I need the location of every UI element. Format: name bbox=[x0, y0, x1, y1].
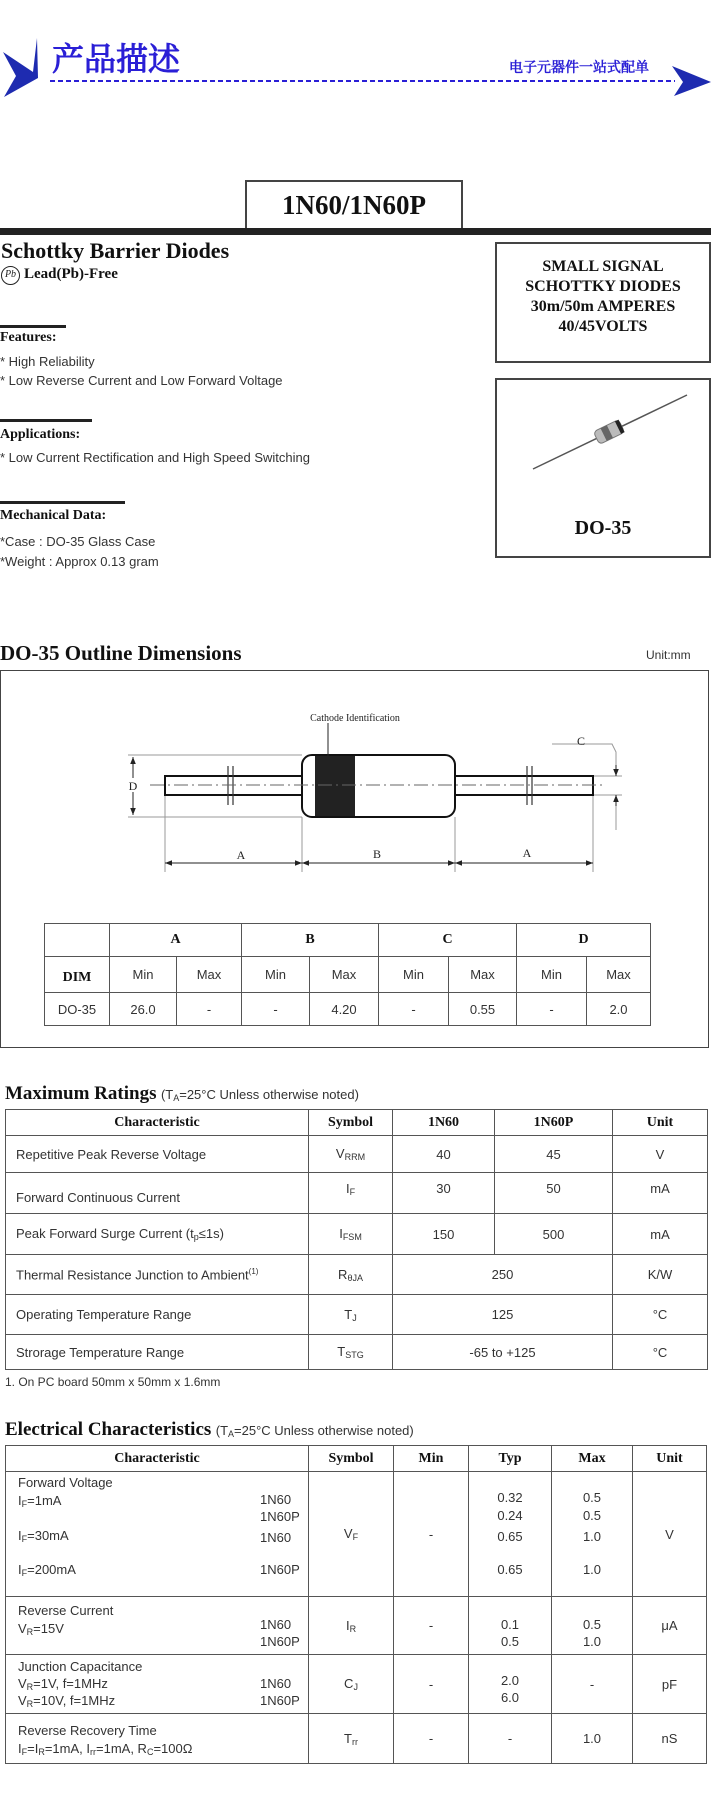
text-segment: I bbox=[345, 1617, 350, 1633]
dim-label-d: D bbox=[128, 779, 138, 793]
title-rule bbox=[0, 228, 711, 235]
summary-line: SMALL SIGNAL bbox=[542, 258, 664, 275]
max-header: Max bbox=[587, 957, 651, 993]
product-title: Schottky Barrier Diodes bbox=[1, 238, 230, 263]
min-header: Min bbox=[379, 957, 449, 993]
characteristic bbox=[6, 1255, 309, 1295]
characteristic-name: Reverse Current bbox=[18, 1603, 114, 1618]
unit: K/W bbox=[613, 1255, 708, 1295]
test-condition bbox=[18, 1562, 76, 1578]
mechanical-item: *Weight : Approx 0.13 gram bbox=[0, 554, 159, 569]
symbol bbox=[309, 1335, 393, 1370]
applications-heading: Applications: bbox=[0, 427, 81, 442]
dim-value: 2.0 bbox=[587, 993, 651, 1026]
max-ratings-title: Maximum Ratings bbox=[5, 1083, 157, 1104]
min-value: - bbox=[394, 1714, 469, 1764]
typ-value: 0.1 bbox=[500, 1617, 520, 1632]
subscript-text: J bbox=[353, 1682, 358, 1692]
unit: pF bbox=[633, 1655, 707, 1714]
text-segment: =I bbox=[27, 1741, 39, 1756]
unit: °C bbox=[613, 1335, 708, 1370]
summary-line: 40/45VOLTS bbox=[558, 318, 648, 335]
typ-values bbox=[469, 1655, 552, 1714]
subscript-text: STG bbox=[345, 1350, 364, 1360]
min-value: - bbox=[394, 1655, 469, 1714]
package-label: DO-35 bbox=[574, 517, 632, 539]
characteristic-name: Reverse Recovery Time bbox=[18, 1723, 157, 1738]
symbol bbox=[309, 1136, 393, 1173]
text-segment: V bbox=[18, 1676, 27, 1691]
dim-value: - bbox=[242, 993, 310, 1026]
diode-photo-icon bbox=[497, 380, 709, 500]
text-segment: =1mA, I bbox=[44, 1741, 91, 1756]
subscript-text: rr bbox=[351, 1736, 358, 1747]
max-values bbox=[552, 1472, 633, 1597]
subscript-text: F bbox=[352, 1532, 359, 1542]
column-header: Characteristic bbox=[6, 1110, 309, 1136]
unit: μA bbox=[633, 1597, 707, 1655]
subscript-text: F bbox=[349, 1187, 356, 1197]
column-header: Characteristic bbox=[6, 1446, 309, 1472]
summary-line: 30m/50m AMPERES bbox=[530, 298, 676, 315]
symbol bbox=[309, 1295, 393, 1335]
part-label: 1N60P bbox=[260, 1509, 300, 1524]
dim-value: 0.55 bbox=[449, 993, 517, 1026]
subscript-text: FSM bbox=[342, 1232, 362, 1242]
characteristic bbox=[6, 1714, 309, 1764]
subscript-text: R bbox=[26, 1627, 34, 1637]
subscript-text: R bbox=[349, 1623, 357, 1634]
table-row bbox=[6, 1335, 708, 1370]
table-row bbox=[6, 1295, 708, 1335]
text-segment: Thermal Resistance Junction to Ambient bbox=[16, 1267, 249, 1283]
subscript-text: J bbox=[352, 1312, 357, 1323]
max-value: 0.5 bbox=[582, 1508, 602, 1523]
dim-group-header: A bbox=[110, 924, 242, 957]
value-1n60p: 50 bbox=[495, 1173, 613, 1214]
typ-value: 0.32 bbox=[497, 1490, 523, 1505]
table-row bbox=[6, 1655, 707, 1714]
diode-outline-drawing bbox=[150, 755, 605, 817]
dim-label-c: C bbox=[576, 734, 586, 748]
symbol bbox=[309, 1714, 394, 1764]
column-header: Max bbox=[552, 1446, 633, 1472]
typ-values bbox=[469, 1472, 552, 1597]
lead-free-icon: Pb bbox=[1, 266, 20, 285]
dim-value: - bbox=[379, 993, 449, 1026]
max-value: 0.5 bbox=[582, 1490, 602, 1505]
value-both: 125 bbox=[393, 1295, 613, 1335]
max-value: - bbox=[552, 1655, 633, 1714]
dim-label: DIM bbox=[45, 957, 110, 993]
typ-value: 0.65 bbox=[497, 1529, 523, 1544]
dim-group-header: C bbox=[379, 924, 517, 957]
test-condition bbox=[18, 1493, 61, 1509]
table-row bbox=[6, 1597, 707, 1655]
part-label: 1N60P bbox=[260, 1562, 300, 1577]
header-title: 产品描述 bbox=[52, 41, 181, 77]
subscript-text: p bbox=[193, 1232, 199, 1242]
package-name: DO-35 bbox=[45, 993, 110, 1026]
test-condition bbox=[18, 1528, 69, 1544]
unit: mA bbox=[613, 1173, 708, 1214]
subscript-text: A bbox=[173, 1093, 180, 1103]
dimension-table bbox=[44, 923, 651, 1026]
text-segment: =1mA, R bbox=[96, 1741, 147, 1756]
value-1n60: 30 bbox=[393, 1173, 495, 1214]
subscript-text: F bbox=[21, 1568, 28, 1578]
subscript-text: θJA bbox=[347, 1272, 363, 1283]
text-segment: Strorage Temperature Range bbox=[16, 1344, 185, 1360]
max-ratings-condition bbox=[161, 1087, 359, 1102]
value-1n60: 40 bbox=[393, 1136, 495, 1173]
unit: V bbox=[613, 1136, 708, 1173]
test-condition bbox=[18, 1741, 192, 1757]
cathode-label: Cathode Identification bbox=[310, 713, 400, 724]
column-header: Unit bbox=[613, 1110, 708, 1136]
typ-value: - bbox=[469, 1714, 552, 1764]
text-segment: =100Ω bbox=[153, 1741, 193, 1756]
text-segment: T bbox=[337, 1344, 346, 1359]
text-segment: (T bbox=[160, 1087, 174, 1102]
text-segment: T bbox=[344, 1730, 352, 1746]
section-rule bbox=[0, 325, 66, 328]
min-header: Min bbox=[517, 957, 587, 993]
typ-value: 6.0 bbox=[500, 1690, 520, 1705]
mechanical-item: *Case : DO-35 Glass Case bbox=[0, 534, 156, 549]
value-both: -65 to +125 bbox=[393, 1335, 613, 1370]
characteristic bbox=[6, 1472, 309, 1597]
characteristic-name: Junction Capacitance bbox=[18, 1659, 143, 1674]
summary-line: SCHOTTKY DIODES bbox=[525, 278, 681, 295]
text-segment: =30mA bbox=[27, 1528, 69, 1543]
superscript-text: (1) bbox=[248, 1266, 259, 1276]
text-segment: (T bbox=[215, 1423, 229, 1438]
dim-label-b: B bbox=[372, 847, 382, 861]
max-value: 1.0 bbox=[582, 1529, 602, 1544]
text-segment: Forward Continuous Current bbox=[16, 1189, 181, 1205]
column-header: 1N60P bbox=[495, 1110, 613, 1136]
right-arrow-icon bbox=[672, 66, 711, 96]
dim-value: - bbox=[517, 993, 587, 1026]
text-segment: I bbox=[339, 1226, 343, 1241]
part-number: 1N60/1N60P bbox=[282, 190, 426, 220]
text-segment: I bbox=[18, 1741, 22, 1756]
value-1n60: 150 bbox=[393, 1214, 495, 1255]
text-segment: Operating Temperature Range bbox=[16, 1307, 192, 1322]
text-segment: V bbox=[343, 1526, 353, 1541]
column-header: Typ bbox=[469, 1446, 552, 1472]
column-header: Min bbox=[394, 1446, 469, 1472]
subscript-text: R bbox=[38, 1747, 45, 1757]
subscript-text: R bbox=[26, 1682, 34, 1692]
max-header: Max bbox=[310, 957, 379, 993]
text-segment: =25°C Unless otherwise noted) bbox=[179, 1087, 359, 1102]
max-header: Max bbox=[177, 957, 242, 993]
cathode-band bbox=[315, 756, 355, 816]
dim-value: 26.0 bbox=[110, 993, 177, 1026]
characteristic bbox=[6, 1173, 309, 1214]
symbol bbox=[309, 1472, 394, 1597]
value-1n60p: 500 bbox=[495, 1214, 613, 1255]
text-segment: C bbox=[344, 1676, 354, 1691]
characteristic-name: Forward Voltage bbox=[18, 1475, 113, 1490]
table-row bbox=[6, 1472, 707, 1597]
text-segment: =1V, f=1MHz bbox=[33, 1676, 108, 1691]
table-row bbox=[6, 1136, 708, 1173]
min-value: - bbox=[394, 1472, 469, 1597]
text-segment: R bbox=[338, 1266, 348, 1282]
max-value: 1.0 bbox=[552, 1714, 633, 1764]
max-ratings-heading bbox=[5, 1083, 359, 1105]
dim-group-header: D bbox=[517, 924, 651, 957]
text-segment: =10V, f=1MHz bbox=[33, 1693, 116, 1708]
part-number-box bbox=[245, 180, 463, 230]
text-segment: T bbox=[344, 1306, 353, 1322]
dim-value: - bbox=[177, 993, 242, 1026]
part-label: 1N60P bbox=[260, 1634, 300, 1649]
feature-item: * High Reliability bbox=[0, 354, 95, 369]
features-heading: Features: bbox=[0, 330, 57, 345]
dim-group-header: B bbox=[242, 924, 379, 957]
feature-item: * Low Reverse Current and Low Forward Voltage bbox=[0, 373, 283, 388]
test-condition bbox=[18, 1621, 64, 1637]
table-row bbox=[6, 1714, 707, 1764]
subscript-text: F bbox=[21, 1534, 28, 1544]
dim-label-a: A bbox=[522, 846, 532, 860]
outline-title: DO-35 Outline Dimensions bbox=[0, 641, 242, 665]
section-rule bbox=[0, 419, 92, 422]
part-label: 1N60 bbox=[260, 1617, 292, 1632]
unit: mA bbox=[613, 1214, 708, 1255]
outline-unit: Unit:mm bbox=[646, 648, 691, 662]
typ-values bbox=[469, 1597, 552, 1655]
package-box bbox=[495, 378, 711, 558]
electrical-heading bbox=[5, 1419, 414, 1441]
typ-value: 0.65 bbox=[497, 1562, 523, 1577]
left-arrow-icon bbox=[3, 38, 38, 97]
subscript-text: rr bbox=[90, 1747, 97, 1757]
section-rule bbox=[0, 501, 125, 504]
table-row bbox=[6, 1255, 708, 1295]
part-label: 1N60 bbox=[260, 1492, 292, 1507]
subscript-text: F bbox=[21, 1747, 28, 1757]
text-segment: I bbox=[18, 1528, 22, 1543]
text-segment: =25°C Unless otherwise noted) bbox=[234, 1423, 414, 1438]
subscript-text: C bbox=[146, 1747, 154, 1757]
part-label: 1N60P bbox=[260, 1693, 300, 1708]
max-value: 0.5 bbox=[582, 1617, 602, 1632]
electrical-condition bbox=[216, 1423, 414, 1438]
electrical-title: Electrical Characteristics bbox=[5, 1419, 212, 1440]
characteristic bbox=[6, 1597, 309, 1655]
subscript-text: R bbox=[26, 1699, 34, 1709]
min-value: - bbox=[394, 1597, 469, 1655]
column-header: Unit bbox=[633, 1446, 707, 1472]
characteristic bbox=[6, 1335, 309, 1370]
text-segment: I bbox=[18, 1493, 22, 1508]
symbol bbox=[309, 1173, 393, 1214]
text-segment: V bbox=[18, 1621, 27, 1636]
dim-corner bbox=[45, 924, 110, 957]
value-1n60p: 45 bbox=[495, 1136, 613, 1173]
text-segment: I bbox=[345, 1181, 350, 1196]
subscript-text: A bbox=[228, 1429, 235, 1439]
characteristic bbox=[6, 1136, 309, 1173]
typ-value: 2.0 bbox=[500, 1673, 520, 1688]
max-value: 1.0 bbox=[582, 1562, 602, 1577]
dim-label-a: A bbox=[236, 848, 246, 862]
column-header: Symbol bbox=[309, 1446, 394, 1472]
text-segment: ≤1s) bbox=[198, 1226, 224, 1241]
text-segment: Repetitive Peak Reverse Voltage bbox=[16, 1146, 207, 1162]
characteristic bbox=[6, 1214, 309, 1255]
footnote: 1. On PC board 50mm x 50mm x 1.6mm bbox=[5, 1375, 221, 1389]
subscript-text: F bbox=[21, 1499, 28, 1509]
text-segment: V bbox=[18, 1693, 27, 1708]
text-segment: V bbox=[335, 1146, 345, 1161]
text-segment: =1mA bbox=[27, 1493, 62, 1508]
unit: °C bbox=[613, 1295, 708, 1335]
mechanical-heading: Mechanical Data: bbox=[0, 508, 107, 523]
column-header: 1N60 bbox=[393, 1110, 495, 1136]
text-segment: =200mA bbox=[27, 1562, 76, 1577]
symbol bbox=[309, 1655, 394, 1714]
characteristic bbox=[6, 1655, 309, 1714]
symbol bbox=[309, 1255, 393, 1295]
part-label: 1N60 bbox=[260, 1530, 292, 1545]
text-segment: I bbox=[18, 1562, 22, 1577]
column-header: Symbol bbox=[309, 1110, 393, 1136]
unit: nS bbox=[633, 1714, 707, 1764]
application-item: * Low Current Rectification and High Speed Switching bbox=[0, 450, 311, 465]
table-row bbox=[45, 993, 651, 1026]
text-segment: =15V bbox=[33, 1621, 64, 1636]
symbol bbox=[309, 1214, 393, 1255]
max-value: 1.0 bbox=[582, 1634, 602, 1649]
subscript-text: RRM bbox=[344, 1152, 366, 1162]
typ-value: 0.5 bbox=[500, 1634, 520, 1649]
max-values bbox=[552, 1597, 633, 1655]
text-segment: Peak Forward Surge Current (t bbox=[16, 1226, 194, 1241]
part-label: 1N60 bbox=[260, 1676, 292, 1691]
header-slogan: 电子元器件一站式配单 bbox=[509, 59, 649, 75]
min-header: Min bbox=[242, 957, 310, 993]
test-condition bbox=[18, 1676, 108, 1692]
characteristic bbox=[6, 1295, 309, 1335]
dim-value: 4.20 bbox=[310, 993, 379, 1026]
max-ratings-table bbox=[5, 1109, 708, 1370]
summary-box bbox=[495, 242, 711, 363]
value-both: 250 bbox=[393, 1255, 613, 1295]
test-condition bbox=[18, 1693, 115, 1709]
electrical-table bbox=[5, 1445, 707, 1764]
symbol bbox=[309, 1597, 394, 1655]
min-header: Min bbox=[110, 957, 177, 993]
max-header: Max bbox=[449, 957, 517, 993]
table-row bbox=[6, 1173, 708, 1214]
table-row bbox=[6, 1214, 708, 1255]
typ-value: 0.24 bbox=[497, 1508, 523, 1523]
unit: V bbox=[633, 1472, 707, 1597]
lead-free-label: Lead(Pb)-Free bbox=[24, 266, 118, 282]
